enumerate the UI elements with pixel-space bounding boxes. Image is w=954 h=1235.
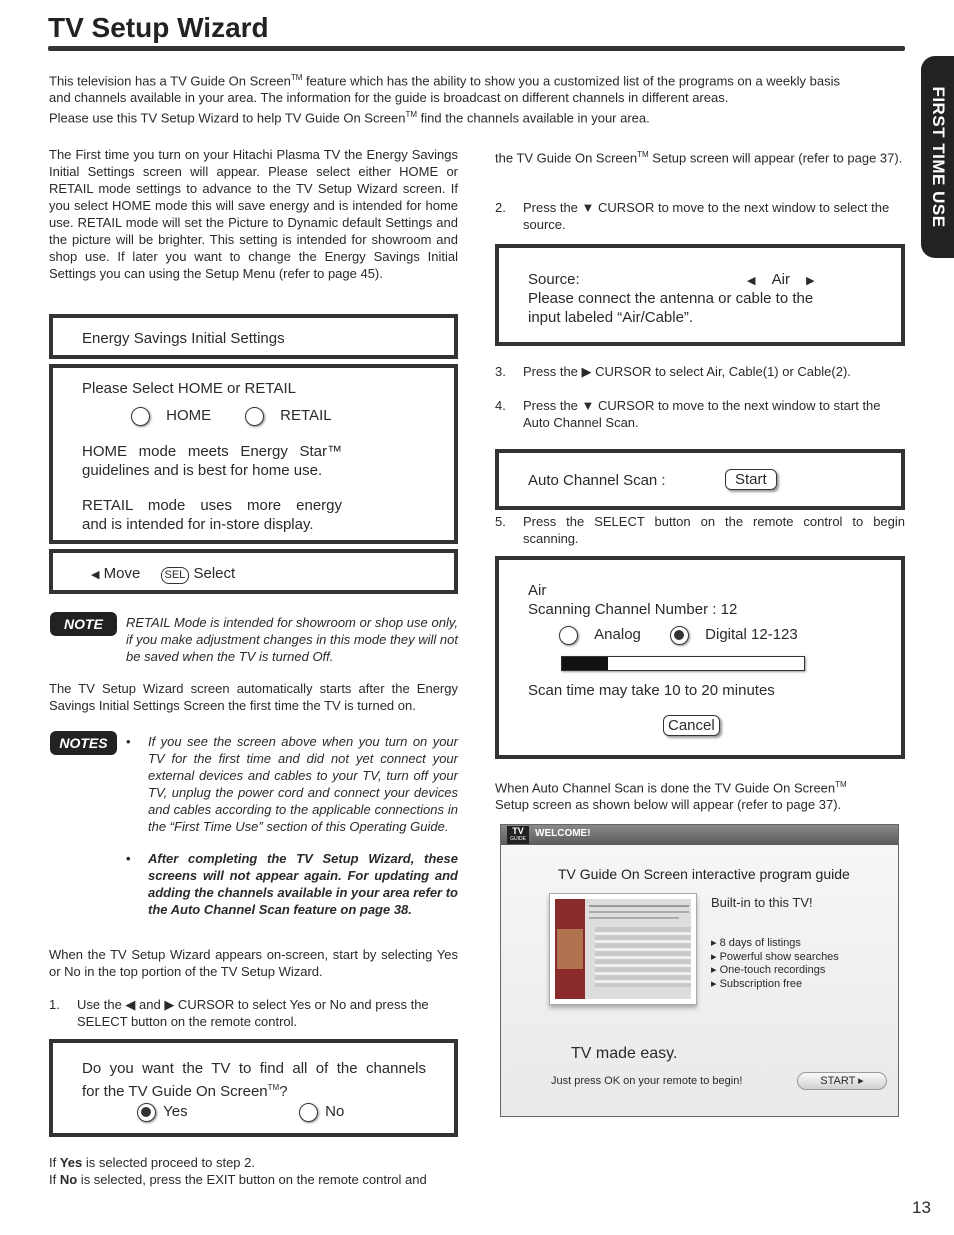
- intro-text: This television has a TV Guide On Screen™ feature which has the ability to show you a customized list of the programs on a weekly basis and channels available in your area. The information for the guide is broadcast on different channels in different areas. Please use this TV Setup Wizard to help TV Guide On Screen™ find the channels available in your area.: [49, 73, 840, 126]
- cancel-button[interactable]: Cancel: [663, 715, 720, 736]
- section-tab: FIRST TIME USE: [921, 56, 954, 258]
- page-title: TV Setup Wizard: [48, 12, 269, 43]
- home-description: HOME mode meets Energy Star™ guidelines and is best for home use.: [82, 443, 342, 479]
- note-badge: NOTE: [50, 612, 117, 636]
- step-5-text: Press the SELECT button on the remote control to begin scanning.: [523, 514, 905, 546]
- page-number: 13: [912, 1198, 931, 1217]
- yes-no-instructions: If Yes is selected proceed to step 2. If No is selected, press the EXIT button on the remote control and: [49, 1155, 427, 1187]
- welcome-label: WELCOME!: [535, 828, 591, 839]
- step-4-text: Press the ▼ CURSOR to move to the next window to start the Auto Channel Scan.: [523, 398, 881, 430]
- auto-start-paragraph: The TV Setup Wizard screen automatically starts after the Energy Savings Initial Settings Screen the first time the TV is turned on.: [49, 681, 458, 713]
- welcome-title-bar: [501, 825, 898, 845]
- scan-done-text: When Auto Channel Scan is done the TV Guide On Screen™ Setup screen as shown below will appear (refer to page 37).: [495, 780, 847, 813]
- source-message: Please connect the antenna or cable to the input labeled “Air/Cable”.: [528, 290, 814, 326]
- digital-radio[interactable]: [670, 626, 689, 645]
- retail-description: RETAIL mode uses more energy and is intended for in-store display.: [82, 497, 342, 533]
- left-arrow-icon[interactable]: ◀: [747, 275, 756, 287]
- start-button[interactable]: Start: [725, 469, 777, 490]
- welcome-start-button[interactable]: START ▸: [797, 1072, 887, 1090]
- yes-radio[interactable]: [137, 1103, 156, 1122]
- ok-instruction: Just press OK on your remote to begin!: [551, 1075, 743, 1087]
- find-channels-question: Do you want the TV to find all of the channels for the TV Guide On Screen™?: [82, 1060, 426, 1100]
- select-label: Select: [193, 565, 236, 582]
- continued-text: the TV Guide On Screen™ Setup screen will appear (refer to page 37).: [495, 150, 903, 166]
- yes-option[interactable]: Yes: [137, 1102, 188, 1122]
- feature-item: ▸ 8 days of listings: [711, 937, 801, 949]
- home-radio[interactable]: [131, 407, 150, 426]
- title-rule: [48, 46, 905, 51]
- scan-source: Air: [528, 582, 547, 599]
- home-option[interactable]: HOME: [131, 406, 211, 426]
- note-text: RETAIL Mode is intended for showroom or shop use only, if you make adjustment changes in this mode they will not be saved when the TV is turned Off.: [126, 615, 458, 664]
- scan-channel-number: Scanning Channel Number : 12: [528, 601, 738, 618]
- tv-guide-welcome-screen: [500, 824, 899, 1117]
- intro-paragraph: The First time you turn on your Hitachi Plasma TV the Energy Savings Initial Settings screen will appear. Please select either HOME or RETAIL mode settings to advance to the TV Setup Wizard screen. If you select HOME mode this will save energy and is intended for home use. RETAIL mode will set the Picture to Dynamic default Settings and the picture will be brighter. This setting is intended for showroom and shop use. If later you want to change the Energy Savings Initial Settings you can using the Setup Menu (refer to page 45).: [49, 147, 458, 281]
- digital-option[interactable]: Digital 12-123: [670, 625, 798, 645]
- feature-item: ▸ Powerful show searches: [711, 950, 839, 963]
- analog-radio[interactable]: [559, 626, 578, 645]
- sel-button-icon: SEL: [161, 567, 190, 584]
- guide-preview-image: [549, 893, 697, 1005]
- retail-radio[interactable]: [245, 407, 264, 426]
- feature-item: ▸ One-touch recordings: [711, 964, 826, 976]
- right-arrow-icon[interactable]: ▶: [806, 275, 815, 287]
- scan-progress-fill: [562, 657, 608, 670]
- auto-scan-box: [495, 449, 905, 510]
- energy-settings-title: Energy Savings Initial Settings: [82, 330, 285, 347]
- no-radio[interactable]: [299, 1103, 318, 1122]
- source-value: Air: [771, 271, 790, 288]
- welcome-headline: TV Guide On Screen interactive program guide: [558, 866, 850, 882]
- select-prompt: Please Select HOME or RETAIL: [82, 380, 296, 397]
- left-arrow-icon: ◀: [91, 569, 100, 581]
- source-selector[interactable]: [747, 270, 815, 291]
- energy-settings-title-box: [49, 314, 458, 359]
- notes-badge: NOTES: [50, 731, 117, 755]
- scanning-box: [495, 556, 905, 759]
- home-retail-box: [49, 364, 458, 544]
- wizard-intro-paragraph: When the TV Setup Wizard appears on-screen, start by selecting Yes or No in the top portion of the TV Setup Wizard.: [49, 947, 458, 979]
- scan-progress-bar: [561, 656, 805, 671]
- tagline: TV made easy.: [571, 1045, 678, 1062]
- step-3-text: Press the ▶ CURSOR to select Air, Cable(1) or Cable(2).: [523, 364, 851, 379]
- no-option[interactable]: No: [299, 1102, 344, 1122]
- navigation-hint-box: [49, 549, 458, 594]
- notes-bullet-1: If you see the screen above when you turn on your TV for the first time and did not yet connect your external devices and cables to your TV, turn off your TV, unplug the power cord and connect your devices and cables according to the applicable connections in the “First Time Use” section of this Operating Guide.: [148, 734, 458, 834]
- tv-guide-logo: TV GUIDE: [507, 826, 529, 844]
- find-channels-box: [49, 1039, 458, 1137]
- source-box: [495, 244, 905, 346]
- feature-item: ▸ Subscription free: [711, 977, 803, 990]
- analog-option[interactable]: Analog: [559, 625, 641, 645]
- notes-bullet-2: After completing the TV Setup Wizard, these screens will not appear again. For updating and adding the channels available in your area refer to the Auto Channel Scan feature on page 38.: [148, 851, 458, 917]
- feature-list: [711, 937, 839, 991]
- builtin-text: Built-in to this TV!: [711, 895, 813, 910]
- auto-scan-label: Auto Channel Scan :: [528, 472, 666, 489]
- step-2-text: Press the ▼ CURSOR to move to the next window to select the source.: [523, 200, 890, 232]
- retail-option[interactable]: RETAIL: [245, 406, 332, 426]
- source-label: Source:: [528, 271, 580, 288]
- scan-time-note: Scan time may take 10 to 20 minutes: [528, 682, 775, 699]
- step-1-text: Use the ◀ and ▶ CURSOR to select Yes or No and press the SELECT button on the remote control.: [77, 997, 429, 1029]
- move-label: Move: [103, 565, 141, 582]
